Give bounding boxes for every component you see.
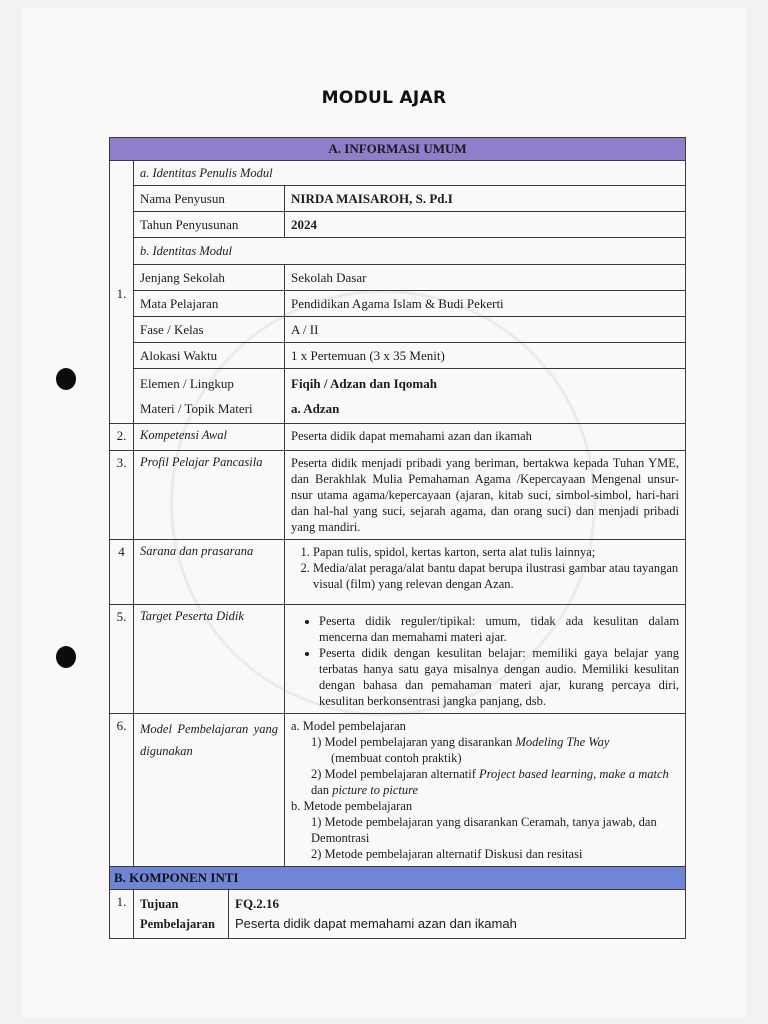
tujuan-label-line1: Tujuan <box>140 897 179 911</box>
kompetensi-value: Peserta didik dapat memahami azan dan ikamah <box>285 424 686 451</box>
tahun-penyusunan-value: 2024 <box>285 212 686 238</box>
target-item: • Peserta didik reguler/tipikal: umum, tidak ada kesulitan dalam mencerna dan memahami materi ajar. <box>319 613 679 645</box>
jenjang-label: Jenjang Sekolah <box>134 265 285 291</box>
mapel-label: Mata Pelajaran <box>134 291 285 317</box>
model-content <box>285 714 686 867</box>
sarana-item: 1. Papan tulis, spidol, kertas karton, serta alat tulis lainnya; <box>313 544 679 560</box>
fase-value: A / II <box>285 317 686 343</box>
row-number-6: 6. <box>110 714 134 867</box>
tujuan-label <box>134 890 229 939</box>
kompetensi-label: Kompetensi Awal <box>134 424 285 451</box>
tujuan-label-line2: Pembelajaran <box>140 917 215 931</box>
model-b2: 2) Metode pembelajaran alternatif Diskusi dan resitasi <box>311 847 583 861</box>
identitas-modul-label: b. Identitas Modul <box>134 238 686 265</box>
nama-penyusun-label: Nama Penyusun <box>134 186 285 212</box>
model-b1: 1) Metode pembelajaran yang disarankan Ceramah, tanya jawab, dan Demontrasi <box>311 815 657 845</box>
model-b-label: b. Metode pembelajaran <box>291 799 413 813</box>
tujuan-value: Peserta didik dapat memahami azan dan ikamah <box>235 916 517 931</box>
materi-label: Materi / Topik Materi <box>140 401 253 416</box>
target-item: • Peserta didik dengan kesulitan belajar: memiliki gaya belajar yang terbatas hanya satu gaya misalnya dengan audio. Memiliki kesulitan dengan bahasa dan pemahaman materi ajar, kurang percaya diri, kesulitan berkonsentrasi jangka panjang, dsb. <box>319 645 679 709</box>
elemen-materi-values <box>285 369 686 424</box>
target-label: Target Peserta Didik <box>134 605 285 714</box>
tahun-penyusunan-label: Tahun Penyusunan <box>134 212 285 238</box>
row-number-3: 3. <box>110 451 134 540</box>
punch-hole-bottom <box>56 646 76 668</box>
target-list <box>291 613 679 709</box>
alokasi-label: Alokasi Waktu <box>134 343 285 369</box>
row-number-b1: 1. <box>110 890 134 939</box>
sarana-list <box>291 544 679 592</box>
model-a1: 1) Model pembelajaran yang disarankan Modeling The Way (membuat contoh praktik) <box>311 735 610 765</box>
tujuan-code: FQ.2.16 <box>235 896 280 911</box>
section-a-header: A. INFORMASI UMUM <box>110 138 686 161</box>
jenjang-value: Sekolah Dasar <box>285 265 686 291</box>
information-table <box>109 137 686 939</box>
model-label: Model Pembelajaran yang digunakan <box>134 714 285 867</box>
row-number-4: 4 <box>110 540 134 605</box>
identitas-penulis-label: a. Identitas Penulis Modul <box>134 161 686 186</box>
fase-label: Fase / Kelas <box>134 317 285 343</box>
profil-label: Profil Pelajar Pancasila <box>134 451 285 540</box>
model-a-label: a. Model pembelajaran <box>291 719 406 733</box>
alokasi-value: 1 x Pertemuan (3 x 35 Menit) <box>285 343 686 369</box>
sarana-list-cell <box>285 540 686 605</box>
row-number-2: 2. <box>110 424 134 451</box>
elemen-label: Elemen / Lingkup <box>140 376 234 391</box>
document-title: MODUL AJAR <box>321 88 447 108</box>
mapel-value: Pendidikan Agama Islam & Budi Pekerti <box>285 291 686 317</box>
profil-value: Peserta didik menjadi pribadi yang beriman, bertakwa kepada Tuhan YME, dan Berakhlak Mulia Pemahaman Agama /Kepercayaan Mengenal unsur-nsur utama agama/kepercayaan (ajaran, kitab suci, simbol-simbol, hari-hari dan hal-hal yang suci, sejarah agama, dan orang suci) dan menjadi pribadi yang mandiri. <box>285 451 686 540</box>
section-b-header: B. KOMPONEN INTI <box>110 867 686 890</box>
sarana-item: 2. Media/alat peraga/alat bantu dapat berupa ilustrasi gambar atau tayangan visual (film) yang relevan dengan Azan. <box>313 560 679 592</box>
materi-value: a. Adzan <box>291 401 340 416</box>
model-a2: 2) Model pembelajaran alternatif Project based learning, make a match dan picture to picture <box>311 767 669 797</box>
row-number-5: 5. <box>110 605 134 714</box>
sarana-label: Sarana dan prasarana <box>134 540 285 605</box>
punch-hole-top <box>56 368 76 390</box>
row-number-1: 1. <box>110 161 134 424</box>
elemen-value: Fiqih / Adzan dan Iqomah <box>291 376 437 391</box>
target-list-cell <box>285 605 686 714</box>
nama-penyusun-value: NIRDA MAISAROH, S. Pd.I <box>285 186 686 212</box>
tujuan-content <box>229 890 686 939</box>
elemen-materi-labels <box>134 369 285 424</box>
